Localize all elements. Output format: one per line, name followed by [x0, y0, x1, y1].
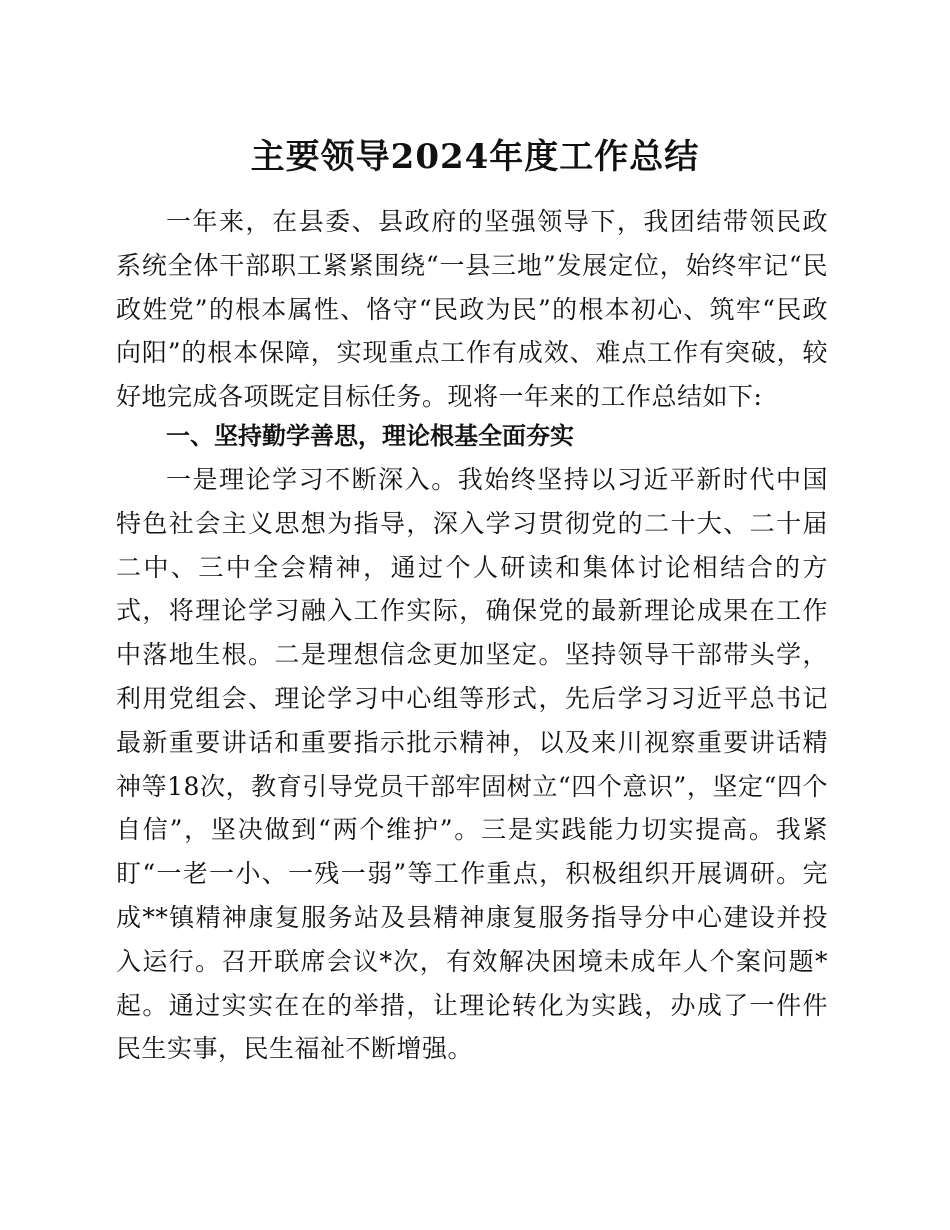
- section-heading-1: 一、坚持勤学善思，理论根基全面夯实: [166, 422, 574, 450]
- intro-paragraph: 一年来，在县委、县政府的坚强领导下，我团结带领民政系统全体干部职工紧紧围绕“一县三地”发展定位，始终牢记“民政姓党”的根本属性、恪守“民政为民”的根本初心、筑牢“民政向阳”的根本保障，实现重点工作有成效、难点工作有突破，较好地完成各项既定目标任务。现将一年来的工作总结如下:: [116, 207, 828, 412]
- section-1-paragraph: 一是理论学习不断深入。我始终坚持以习近平新时代中国特色社会主义思想为指导，深入学习贯彻党的二十大、二十届二中、三中全会精神，通过个人研读和集体讨论相结合的方式，将理论学习融入工作实际，确保党的最新理论成果在工作中落地生根。二是理想信念更加坚定。坚持领导干部带头学，利用党组会、理论学习中心组等形式，先后学习习近平总书记最新重要讲话和重要指示批示精神，以及来川视察重要讲话精神等18次，教育引导党员干部牢固树立“四个意识”，坚定“四个自信”，坚决做到“两个维护”。三是实践能力切实提高。我紧盯“一老一小、一残一弱”等工作重点，积极组织开展调研。完成**镇精神康复服务站及县精神康复服务指导分中心建设并投入运行。召开联席会议*次，有效解决困境未成年人个案问题*起。通过实实在在的举措，让理论转化为实践，办成了一件件民生实事，民生福祉不断增强。: [116, 465, 828, 1064]
- document-title: 主要领导2024年度工作总结: [250, 137, 700, 177]
